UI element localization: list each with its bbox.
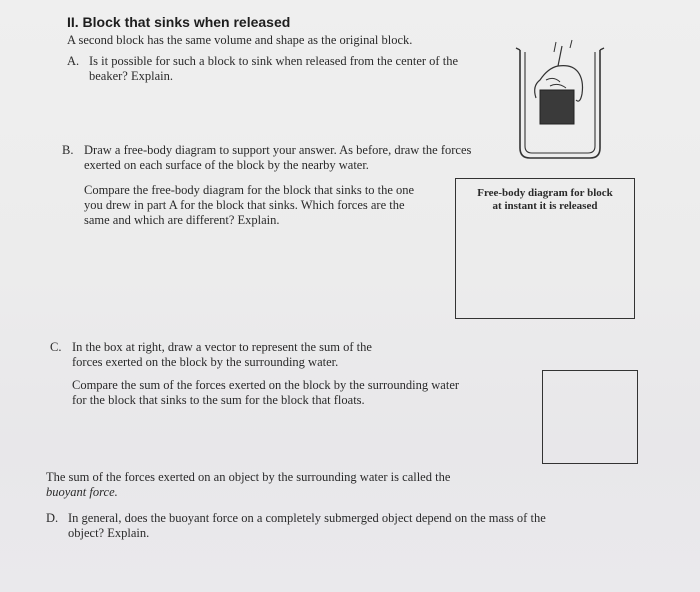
part-a	[67, 54, 458, 84]
fbd-box-label2: at instant it is released	[492, 200, 598, 212]
part-b-line2: exerted on each surface of the block by the nearby water.	[84, 158, 369, 172]
force-sum-box[interactable]	[542, 370, 638, 464]
buoyant-definition	[46, 470, 450, 500]
part-c-compare1: Compare the sum of the forces exerted on the block by the surrounding water	[72, 378, 460, 392]
part-b-line1: Draw a free-body diagram to support your answer. As before, draw the forces	[84, 143, 472, 157]
part-c-compare2: for the block that sinks to the sum for the block that floats.	[72, 393, 365, 407]
submerged-block	[540, 90, 574, 124]
part-c-line1: In the box at right, draw a vector to represent the sum of the	[72, 340, 372, 354]
buoyant-line1: The sum of the forces exerted on an object by the surrounding water is called the	[46, 470, 451, 484]
section-intro: A second block has the same volume and shape as the original block.	[67, 33, 413, 47]
section-title: II. Block that sinks when released	[67, 14, 291, 30]
part-d-line1: In general, does the buoyant force on a completely submerged object depend on the mass of the	[68, 511, 546, 525]
buoyant-term: buoyant force.	[46, 485, 118, 499]
part-b-letter: B.	[62, 143, 74, 157]
part-b-compare	[84, 183, 414, 228]
part-a-letter: A.	[67, 54, 80, 68]
part-c-letter: C.	[50, 340, 62, 354]
part-b-compare3: same and which are different? Explain.	[84, 213, 280, 227]
part-d-letter: D.	[46, 511, 59, 525]
part-b-compare2: you drew in part A for the block that sinks. Which forces are the	[84, 198, 405, 212]
part-c-compare	[72, 378, 459, 408]
beaker-illustration	[510, 38, 610, 162]
part-d	[46, 511, 546, 541]
free-body-diagram-box[interactable]	[455, 178, 635, 319]
part-b	[62, 143, 471, 173]
part-a-line1: Is it possible for such a block to sink when released from the center of the	[89, 54, 458, 68]
fbd-box-label1: Free-body diagram for block	[477, 187, 613, 199]
part-a-line2: beaker? Explain.	[89, 69, 173, 83]
part-c	[50, 340, 372, 370]
part-b-compare1: Compare the free-body diagram for the block that sinks to the one	[84, 183, 415, 197]
part-c-line2: forces exerted on the block by the surrounding water.	[72, 355, 339, 369]
part-d-line2: object? Explain.	[68, 526, 150, 540]
